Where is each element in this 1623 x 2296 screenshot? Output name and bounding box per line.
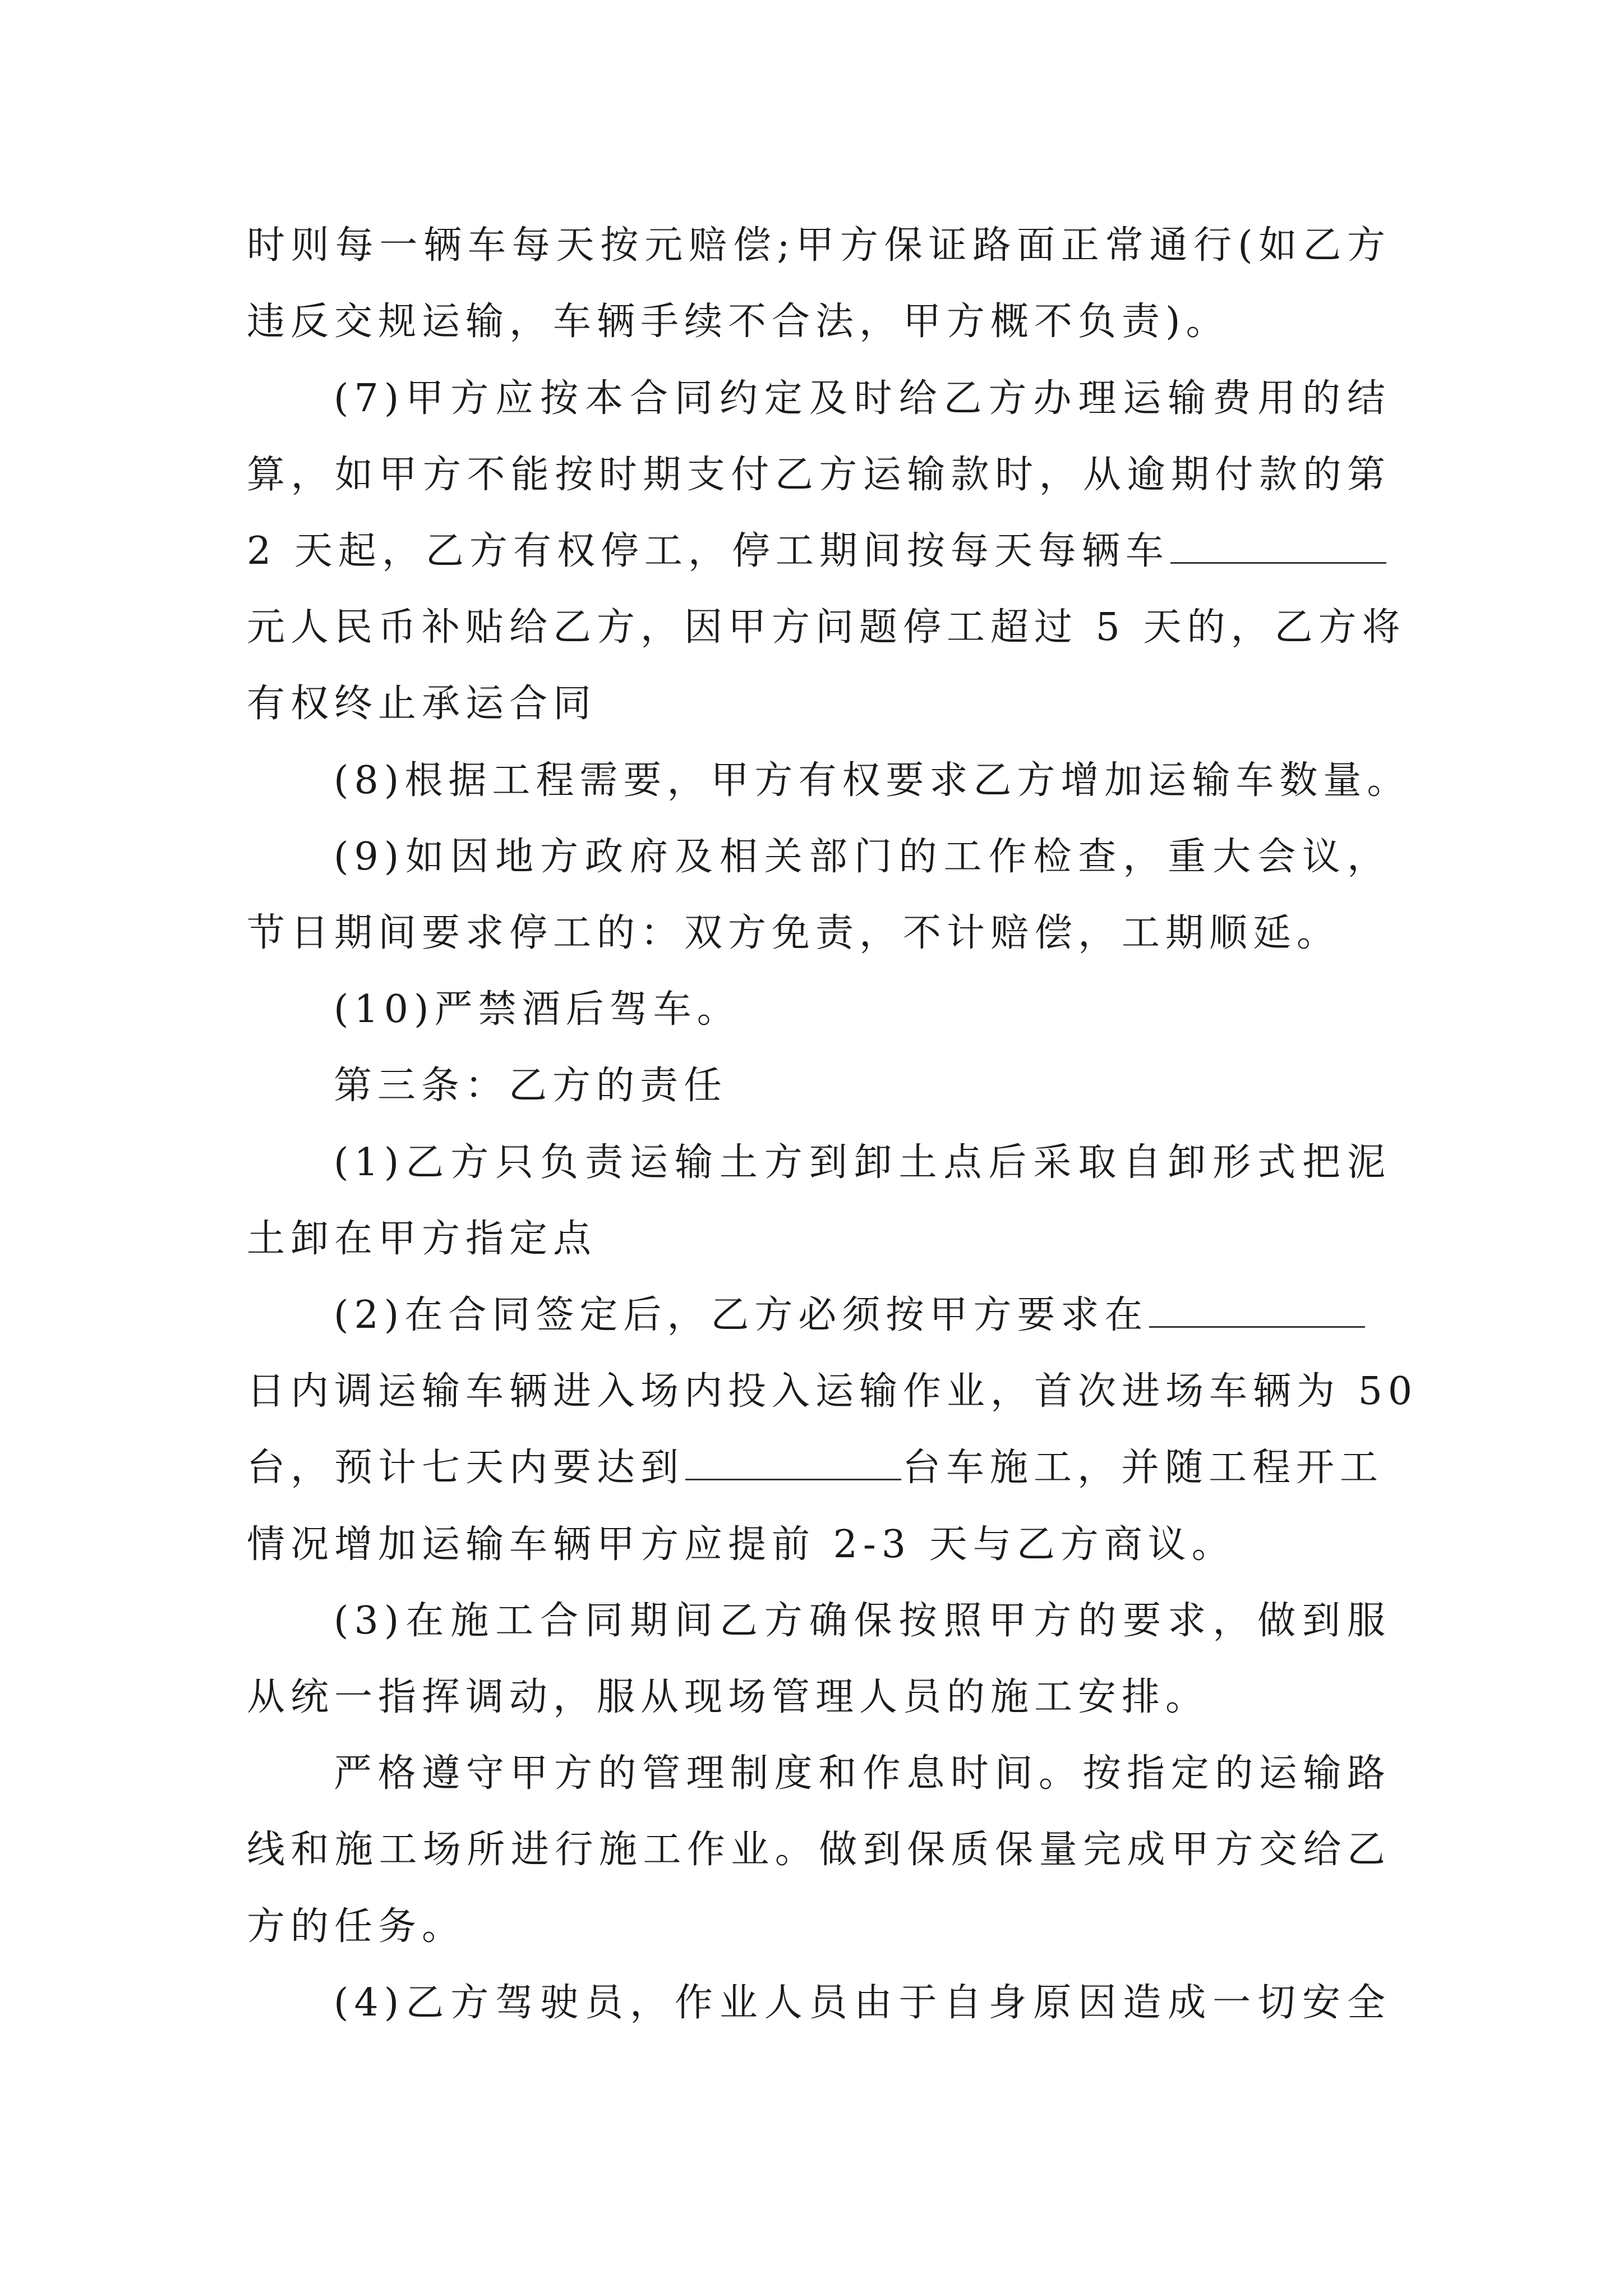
- line-text: 台，预计七天内要达到: [247, 1446, 685, 1490]
- line-text: (2)在合同签定后，乙方必须按甲方要求在: [334, 1293, 1149, 1337]
- line-text: 台车施工，并随工程开工: [902, 1446, 1384, 1490]
- line-text: 违反交规运输，车辆手续不合法，甲方概不负责)。: [247, 300, 1230, 344]
- paragraph-line: [247, 907, 1391, 960]
- paragraph-line: [247, 295, 1391, 349]
- paragraph-line: [247, 1365, 1418, 1419]
- fill-in-blank: [1170, 531, 1386, 564]
- line-text: 方的任务。: [247, 1904, 466, 1949]
- paragraph-line: [247, 524, 1391, 578]
- line-text: (3)在施工合同期间乙方确保按照甲方的要求，做到服: [334, 1599, 1391, 1643]
- line-text: 2 天起，乙方有权停工，停工期间按每天每辆车: [247, 529, 1169, 573]
- line-text: (10)严禁酒后驾车。: [334, 987, 741, 1032]
- paragraph-line: [247, 1823, 1391, 1877]
- line-text: 日内调运输车辆进入场内投入运输作业，首次进场车辆为 50: [247, 1369, 1418, 1414]
- heading-text: 第三条：乙方的责任: [334, 1064, 728, 1108]
- paragraph-line: [334, 830, 1391, 884]
- line-text: 严格遵守甲方的管理制度和作息时间。按指定的运输路: [334, 1751, 1391, 1796]
- line-text: 情况增加运输车辆甲方应提前 2-3 天与乙方商议。: [247, 1522, 1235, 1567]
- paragraph-line: [247, 677, 1391, 731]
- line-text: (7)甲方应按本合同约定及时给乙方办理运输费用的结: [334, 376, 1391, 421]
- paragraph-line: [334, 1594, 1391, 1648]
- paragraph-line: [334, 1136, 1391, 1190]
- paragraph-line: [247, 1671, 1391, 1724]
- paragraph-line: [334, 1976, 1391, 2030]
- paragraph-line: [334, 372, 1391, 426]
- paragraph-line: [247, 1518, 1391, 1572]
- line-text: 土卸在甲方指定点: [247, 1217, 597, 1261]
- paragraph-line: [247, 1900, 1391, 1954]
- line-text: 算，如甲方不能按时期支付乙方运输款时，从逾期付款的第: [247, 453, 1391, 497]
- paragraph-line: [334, 754, 1411, 808]
- paragraph-line: [247, 1441, 1391, 1495]
- line-text: 有权终止承运合同: [247, 682, 597, 726]
- line-text: (9)如因地方政府及相关部门的工作检查，重大会议，: [334, 835, 1391, 879]
- section-heading: [334, 1059, 1391, 1113]
- fill-in-blank: [685, 1447, 901, 1480]
- line-text: (1)乙方只负责运输土方到卸土点后采取自卸形式把泥: [334, 1140, 1391, 1185]
- line-text: (4)乙方驾驶员，作业人员由于自身原因造成一切安全: [334, 1981, 1391, 2025]
- line-text: 线和施工场所进行施工作业。做到保质保量完成甲方交给乙: [247, 1828, 1391, 1872]
- paragraph-line: [334, 1289, 1391, 1342]
- paragraph-line: [247, 601, 1406, 655]
- paragraph-line: [334, 1747, 1391, 1801]
- paragraph-line: [334, 983, 1391, 1037]
- line-text: 时则每一辆车每天按元赔偿;甲方保证路面正常通行(如乙方: [247, 223, 1391, 268]
- line-text: 节日期间要求停工的：双方免责，不计赔偿，工期顺延。: [247, 911, 1341, 955]
- line-text: 元人民币补贴给乙方，因甲方问题停工超过 5 天的，乙方将: [247, 605, 1406, 650]
- line-text: (8)根据工程需要，甲方有权要求乙方增加运输车数量。: [334, 758, 1411, 803]
- paragraph-line: [247, 448, 1391, 502]
- paragraph-line: [247, 1212, 1391, 1266]
- paragraph-line: [247, 219, 1391, 273]
- fill-in-blank: [1149, 1295, 1365, 1328]
- line-text: 从统一指挥调动，服从现场管理人员的施工安排。: [247, 1675, 1210, 1719]
